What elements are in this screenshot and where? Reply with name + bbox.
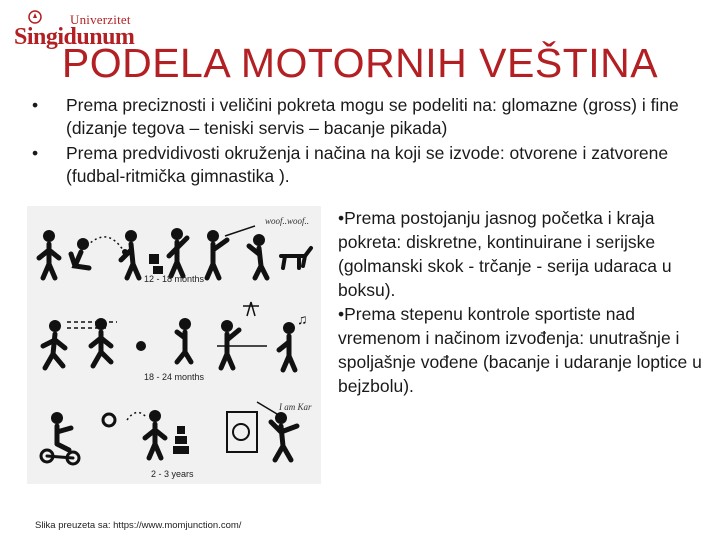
speech-label: I am Kar (279, 402, 312, 412)
university-seal-icon (28, 10, 42, 24)
age-label: 12 - 18 months (144, 274, 205, 284)
logo-university-text: Univerzitet (70, 12, 131, 27)
image-source-caption: Slika preuzeta sa: https://www.momjunction.com/ (35, 520, 242, 531)
age-label: 18 - 24 months (144, 372, 205, 382)
right-text-block (338, 206, 708, 398)
bullet-item (26, 142, 696, 188)
right-paragraph: •Prema postojanju jasnog početka i kraja pokreta: diskretne, kontinuirane i serijske (golmanski skok - trčanje - serija udaraca u boksu). (338, 208, 672, 300)
motor-skills-illustration (27, 206, 321, 484)
logo-name-text: Singidunum (14, 24, 135, 50)
right-paragraph: •Prema stepenu kontrole sportiste nad vremenom i načinom izvođenja: unutrašnje i spoljašnje vođene (bacanje i udaranje loptice u bejzbolu). (338, 304, 702, 396)
dog-bark-label: woof..woof.. (265, 216, 310, 226)
bullet-text: Prema preciznosti i veličini pokreta mogu se podeliti na: glomazne (gross) i fine (dizanje tegova – teniski servis – bacanje pikada) (66, 95, 679, 138)
bullet-symbol: • (32, 143, 39, 163)
slide-title: PODELA MOTORNIH VEŠTINA (61, 40, 659, 86)
bullet-list (26, 94, 696, 190)
stick-figure-drawing (27, 206, 321, 484)
bullet-text: Prema predvidivosti okruženja i načina na koji se izvode: otvorene i zatvorene (fudbal-ritmička gimnastika ). (66, 143, 669, 186)
bullet-item (26, 94, 696, 140)
age-label: 2 - 3 years (151, 469, 194, 479)
music-note-icon: ♫ (297, 311, 308, 327)
bullet-symbol: • (32, 95, 39, 115)
